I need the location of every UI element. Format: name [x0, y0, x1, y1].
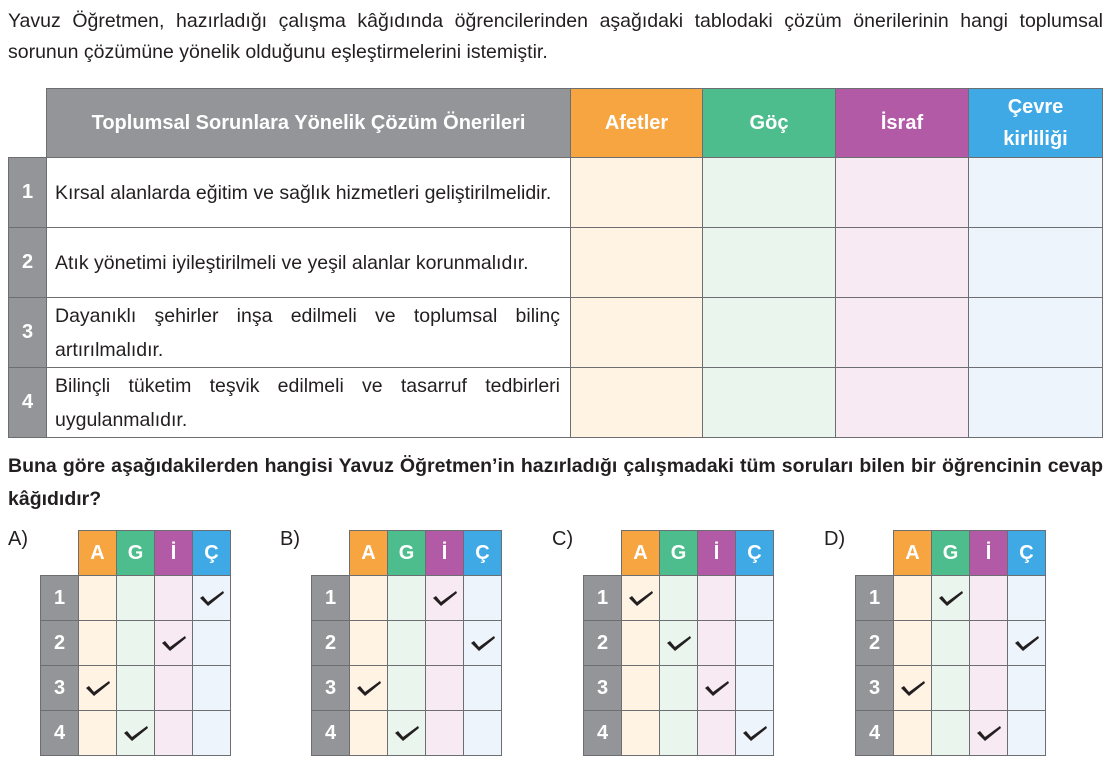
checkmark-icon: [470, 634, 496, 652]
mini-cell-israf: [426, 711, 464, 756]
mini-row-number: 1: [584, 576, 622, 621]
mini-header-goc: G: [660, 531, 698, 576]
header-afetler: Afetler: [571, 89, 703, 158]
mini-cell-afetler: [79, 621, 117, 666]
mini-cell-israf: [155, 576, 193, 621]
mini-cell-cevre: [736, 711, 774, 756]
checkmark-icon: [85, 679, 111, 697]
mini-header-goc: G: [388, 531, 426, 576]
mini-row: [312, 621, 502, 666]
mini-cell-afetler: [622, 576, 660, 621]
mini-corner: [856, 531, 894, 576]
mini-cell-goc: [660, 621, 698, 666]
option-c-label[interactable]: C): [552, 528, 574, 550]
row-number: 1: [9, 158, 47, 228]
table-corner: [9, 89, 47, 158]
header-israf: İsraf: [836, 89, 969, 158]
mini-cell-afetler: [622, 666, 660, 711]
mini-cell-goc: [660, 666, 698, 711]
checkmark-icon: [199, 589, 225, 607]
mini-cell-goc: [388, 576, 426, 621]
checkmark-icon: [704, 679, 730, 697]
mini-cell-afetler: [79, 711, 117, 756]
mini-cell-goc: [388, 621, 426, 666]
mini-row-number: 4: [41, 711, 79, 756]
mini-header-afetler: A: [79, 531, 117, 576]
cell-goc[interactable]: [703, 298, 836, 368]
option-b-table[interactable]: [311, 530, 502, 756]
checkmark-icon: [666, 634, 692, 652]
mini-cell-cevre: [193, 666, 231, 711]
mini-row-number: 3: [312, 666, 350, 711]
mini-cell-afetler: [79, 576, 117, 621]
mini-row-number: 4: [312, 711, 350, 756]
option-b-label[interactable]: B): [280, 528, 300, 550]
mini-row: [856, 621, 1046, 666]
option-d-table[interactable]: [855, 530, 1046, 756]
checkmark-icon: [976, 724, 1002, 742]
mini-row-number: 3: [856, 666, 894, 711]
mini-cell-goc: [117, 666, 155, 711]
mini-row-number: 1: [312, 576, 350, 621]
mini-header-goc: G: [932, 531, 970, 576]
row-number: 2: [9, 228, 47, 298]
table-title-header: Toplumsal Sorunlara Yönelik Çözüm Önerileri: [47, 89, 571, 158]
mini-cell-afetler: [894, 621, 932, 666]
mini-header-israf: İ: [970, 531, 1008, 576]
mini-cell-goc: [388, 666, 426, 711]
mini-cell-cevre: [464, 666, 502, 711]
table-row: [9, 368, 1103, 438]
mini-row: [41, 576, 231, 621]
mini-header-goc: G: [117, 531, 155, 576]
option-a-label[interactable]: A): [8, 528, 28, 550]
mini-cell-israf: [698, 576, 736, 621]
checkmark-icon: [356, 679, 382, 697]
mini-row-number: 2: [856, 621, 894, 666]
checkmark-icon: [161, 634, 187, 652]
mini-header-cevre: Ç: [464, 531, 502, 576]
cell-israf[interactable]: [836, 228, 969, 298]
matching-table: [8, 88, 1103, 438]
mini-cell-cevre: [193, 576, 231, 621]
mini-cell-afetler: [622, 621, 660, 666]
mini-cell-israf: [970, 666, 1008, 711]
mini-row: [856, 711, 1046, 756]
mini-cell-cevre: [1008, 666, 1046, 711]
mini-cell-cevre: [736, 576, 774, 621]
mini-header-cevre: Ç: [193, 531, 231, 576]
cell-cevre[interactable]: [969, 368, 1103, 438]
mini-cell-afetler: [350, 711, 388, 756]
mini-row: [312, 711, 502, 756]
mini-row: [856, 576, 1046, 621]
mini-cell-israf: [698, 621, 736, 666]
mini-cell-cevre: [736, 621, 774, 666]
mini-cell-goc: [117, 621, 155, 666]
mini-row: [584, 621, 774, 666]
header-goc: Göç: [703, 89, 836, 158]
mini-cell-israf: [155, 621, 193, 666]
mini-row: [584, 666, 774, 711]
mini-cell-goc: [932, 666, 970, 711]
checkmark-icon: [1014, 634, 1040, 652]
table-row: [9, 228, 1103, 298]
mini-cell-afetler: [350, 576, 388, 621]
mini-corner: [41, 531, 79, 576]
mini-cell-israf: [970, 711, 1008, 756]
mini-cell-cevre: [464, 621, 502, 666]
mini-row: [584, 576, 774, 621]
cell-cevre[interactable]: [969, 158, 1103, 228]
mini-cell-israf: [698, 666, 736, 711]
header-cevre-kirliligi: Çevre kirliliği: [969, 89, 1103, 158]
cell-cevre[interactable]: [969, 298, 1103, 368]
mini-corner: [312, 531, 350, 576]
mini-cell-israf: [426, 621, 464, 666]
mini-cell-israf: [970, 621, 1008, 666]
solution-text: Dayanıklı şehirler inşa edilmeli ve toplumsal bilinç artırılmalıdır.: [47, 298, 571, 368]
cell-cevre[interactable]: [969, 228, 1103, 298]
mini-header-cevre: Ç: [1008, 531, 1046, 576]
mini-row: [312, 666, 502, 711]
cell-afetler[interactable]: [571, 298, 703, 368]
mini-header-afetler: A: [350, 531, 388, 576]
question-text: Buna göre aşağıdakilerden hangisi Yavuz Öğretmen’in hazırladığı çalışmadaki tüm soruları bilen bir öğrencinin cevap kâğıdıdır?: [8, 455, 1103, 510]
mini-cell-cevre: [193, 711, 231, 756]
cell-goc[interactable]: [703, 228, 836, 298]
checkmark-icon: [432, 589, 458, 607]
mini-cell-cevre: [736, 666, 774, 711]
checkmark-icon: [938, 589, 964, 607]
mini-row-number: 1: [41, 576, 79, 621]
mini-cell-israf: [426, 666, 464, 711]
mini-cell-goc: [660, 711, 698, 756]
row-number: 3: [9, 298, 47, 368]
mini-cell-cevre: [1008, 576, 1046, 621]
mini-row: [856, 666, 1046, 711]
mini-cell-afetler: [350, 621, 388, 666]
mini-cell-goc: [117, 711, 155, 756]
mini-cell-israf: [698, 711, 736, 756]
mini-row: [312, 576, 502, 621]
option-d-label[interactable]: D): [824, 528, 846, 550]
option-a-table[interactable]: [40, 530, 231, 756]
mini-cell-goc: [660, 576, 698, 621]
cell-afetler[interactable]: [571, 228, 703, 298]
checkmark-icon: [123, 724, 149, 742]
mini-row-number: 3: [41, 666, 79, 711]
mini-cell-afetler: [894, 576, 932, 621]
mini-header-israf: İ: [426, 531, 464, 576]
intro-text: Yavuz Öğretmen, hazırladığı çalışma kâğıdında öğrencilerinden aşağıdaki tablodaki çözüm önerilerinin hangi toplumsal sorunun çözümüne yönelik olduğunu eşleştirmelerini istemiştir.: [8, 10, 1103, 63]
mini-cell-cevre: [464, 576, 502, 621]
mini-row-number: 4: [584, 711, 622, 756]
solution-text: Bilinçli tüketim teşvik edilmeli ve tasarruf tedbirleri uygulanmalıdır.: [47, 368, 571, 438]
mini-cell-israf: [970, 576, 1008, 621]
cell-afetler[interactable]: [571, 368, 703, 438]
mini-cell-goc: [932, 576, 970, 621]
mini-corner: [584, 531, 622, 576]
mini-cell-cevre: [193, 621, 231, 666]
table-row: [9, 158, 1103, 228]
mini-cell-cevre: [1008, 711, 1046, 756]
mini-header-israf: İ: [155, 531, 193, 576]
mini-row: [41, 621, 231, 666]
mini-cell-goc: [117, 576, 155, 621]
cell-goc[interactable]: [703, 368, 836, 438]
mini-cell-cevre: [1008, 621, 1046, 666]
mini-row-number: 1: [856, 576, 894, 621]
checkmark-icon: [628, 589, 654, 607]
cell-afetler[interactable]: [571, 158, 703, 228]
mini-cell-goc: [388, 711, 426, 756]
mini-row-number: 3: [584, 666, 622, 711]
cell-israf[interactable]: [836, 298, 969, 368]
checkmark-icon: [900, 679, 926, 697]
mini-cell-goc: [932, 711, 970, 756]
mini-cell-israf: [155, 666, 193, 711]
mini-row: [584, 711, 774, 756]
mini-cell-afetler: [894, 666, 932, 711]
cell-israf[interactable]: [836, 158, 969, 228]
cell-goc[interactable]: [703, 158, 836, 228]
mini-row-number: 2: [41, 621, 79, 666]
row-number: 4: [9, 368, 47, 438]
cell-israf[interactable]: [836, 368, 969, 438]
table-row: [9, 298, 1103, 368]
mini-header-afetler: A: [622, 531, 660, 576]
mini-cell-israf: [426, 576, 464, 621]
mini-cell-cevre: [464, 711, 502, 756]
mini-cell-afetler: [79, 666, 117, 711]
mini-cell-afetler: [350, 666, 388, 711]
mini-header-afetler: A: [894, 531, 932, 576]
mini-row: [41, 711, 231, 756]
solution-text: Kırsal alanlarda eğitim ve sağlık hizmetleri geliştirilmelidir.: [47, 158, 571, 228]
mini-cell-israf: [155, 711, 193, 756]
mini-header-cevre: Ç: [736, 531, 774, 576]
mini-cell-afetler: [894, 711, 932, 756]
mini-header-israf: İ: [698, 531, 736, 576]
checkmark-icon: [394, 724, 420, 742]
mini-row-number: 2: [312, 621, 350, 666]
mini-row-number: 2: [584, 621, 622, 666]
mini-cell-afetler: [622, 711, 660, 756]
mini-row: [41, 666, 231, 711]
mini-cell-goc: [932, 621, 970, 666]
checkmark-icon: [742, 724, 768, 742]
solution-text: Atık yönetimi iyileştirilmeli ve yeşil alanlar korunmalıdır.: [47, 228, 571, 298]
mini-row-number: 4: [856, 711, 894, 756]
option-c-table[interactable]: [583, 530, 774, 756]
